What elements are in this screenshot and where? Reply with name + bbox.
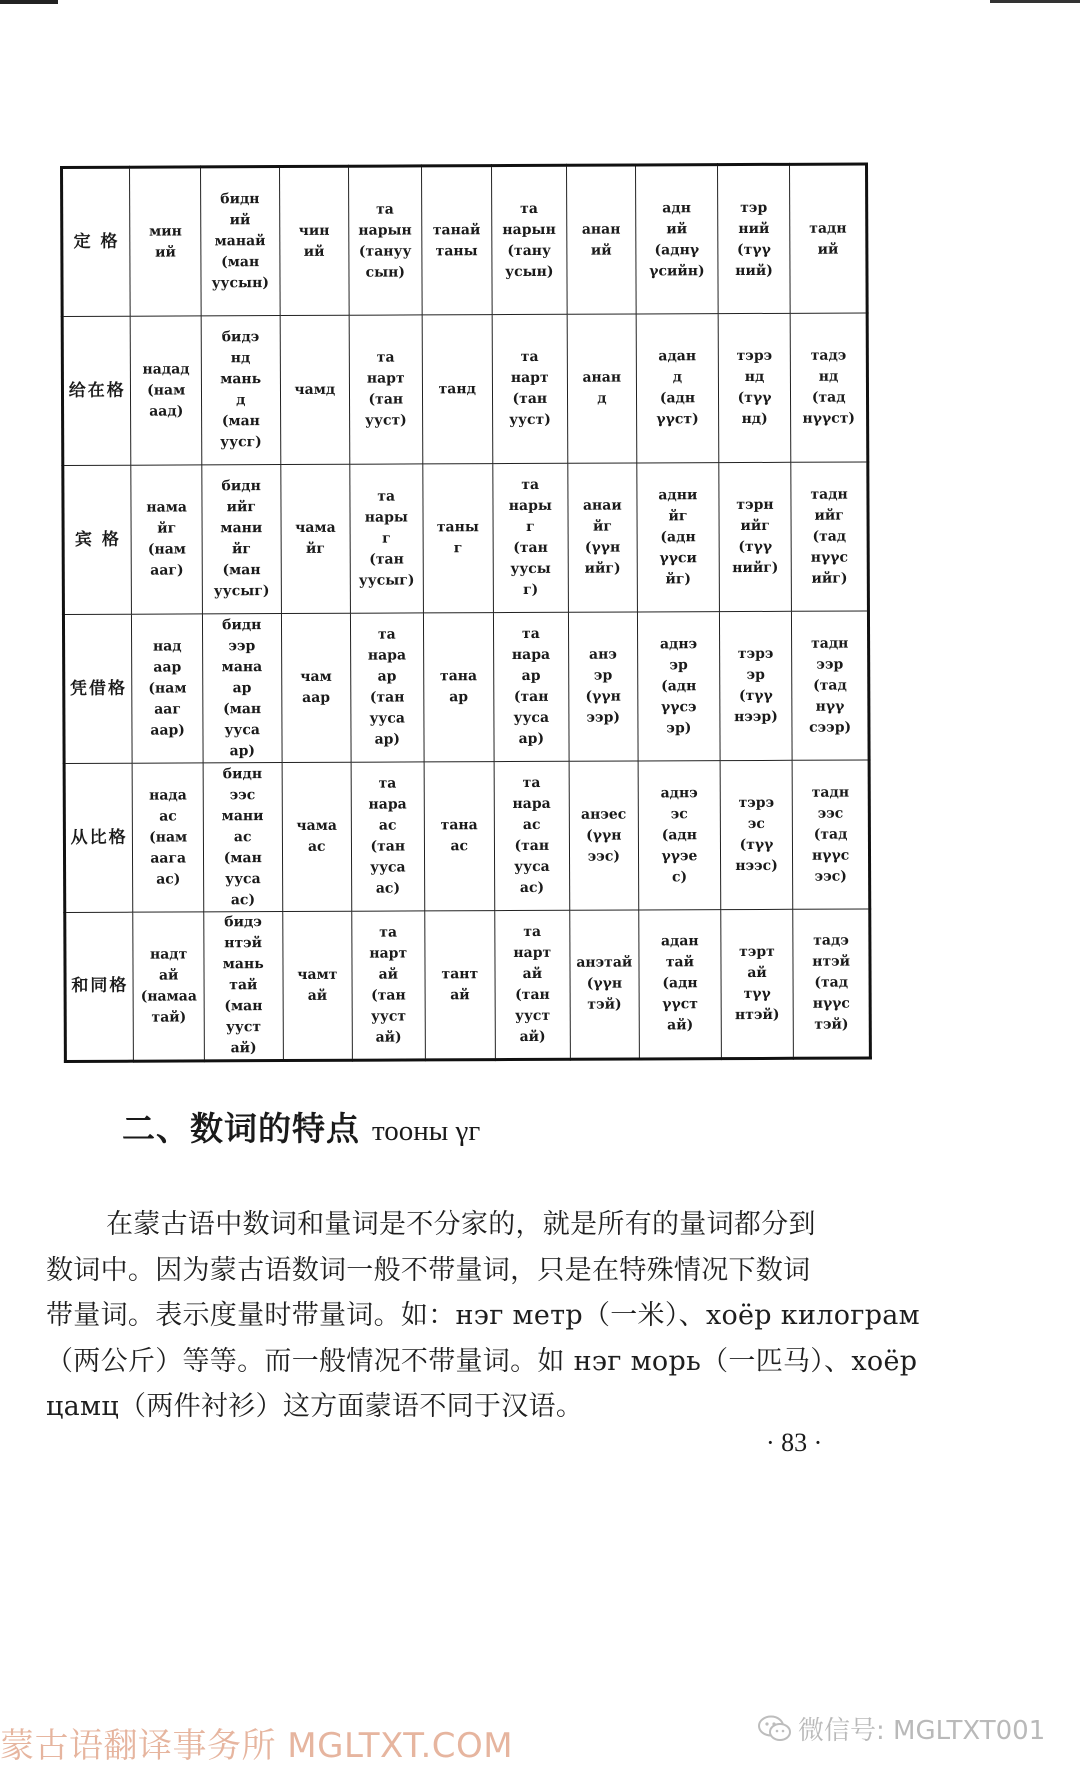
watermark-site: 蒙古语翻译事务所 MGLTXT.COM (0, 1726, 514, 1766)
pronoun-case-table (60, 162, 872, 1063)
pronoun-form-cell: бидэ нд мань д (ман уусг) (201, 316, 280, 465)
pronoun-form-cell: над aap (нам ааг aap) (132, 614, 203, 763)
pronoun-form-cell: бидн ээс мани ас (ман ууса ас) (203, 763, 282, 912)
pronoun-form-cell: адан тай (адн γγст ай) (639, 910, 721, 1059)
pronoun-form-cell: бидн ийг мани йг (ман уусыг) (202, 465, 281, 614)
section-heading-zh: 二、数词的特点 (122, 1109, 360, 1148)
scan-edge-mark (990, 0, 1080, 3)
pronoun-form-cell: надт ай (намаа тай) (133, 912, 204, 1061)
pronoun-form-cell: анэес (γγн ээс) (569, 761, 639, 910)
case-name-cell: 从比格 (64, 763, 133, 912)
pronoun-form-cell: аднэ эр (адн γγсэ эр) (638, 612, 720, 761)
pronoun-form-cell: та нары г (тан уусы г) (493, 463, 568, 612)
pronoun-form-cell: танд (422, 315, 493, 464)
pronoun-form-cell: чама йг (280, 464, 350, 613)
table-row (65, 909, 871, 1062)
case-name-cell: 定 格 (62, 167, 131, 316)
page-number: · 83 · (766, 1428, 823, 1457)
table-row (62, 313, 868, 466)
section-heading-mn: тооны γг (372, 1115, 481, 1147)
scan-edge-mark (0, 0, 58, 4)
pronoun-form-cell: тадэ нд (тад нγγст) (790, 313, 867, 462)
paragraph-line: （两公斤）等等。而一般情况不带量词。如 нэг морь（一匹马）、хоёр (46, 1345, 918, 1377)
paragraph-line: 数词中。因为蒙古语数词一般不带量词，只是在特殊情况下数词 (46, 1254, 811, 1286)
paragraph-line: цамц（两件衬衫）这方面蒙语不同于汉语。 (46, 1391, 584, 1422)
pronoun-form-cell: тэрэ нд (тγγ нд) (718, 313, 791, 462)
pronoun-form-cell: та нара ас (тан ууса ас) (494, 761, 569, 910)
pronoun-form-cell: тадн ийг (тад нγγс ийг) (791, 462, 868, 611)
pronoun-form-cell: адни йг (адн γγси йг) (637, 463, 719, 612)
pronoun-form-cell: тана ас (424, 762, 495, 911)
pronoun-form-cell: нада ас (нам аага ас) (133, 763, 204, 912)
pronoun-form-cell: таны г (422, 464, 493, 613)
pronoun-form-cell: анан ий (566, 165, 636, 314)
pronoun-form-cell: тэрэ эс (тγγ нээс) (720, 760, 793, 909)
case-name-cell: 凭借格 (63, 614, 132, 763)
pronoun-form-cell: надад (нам аад) (131, 316, 202, 465)
pronoun-form-cell: адан д (адн γγст) (636, 314, 718, 463)
pronoun-form-cell: бидн ий манай (ман уусын) (200, 167, 279, 316)
pronoun-form-cell: та нара ас (тан ууса ас) (351, 762, 424, 911)
pronoun-form-cell: та нарын (тану усын) (492, 165, 567, 314)
pronoun-form-cell: чамд (280, 315, 350, 464)
pronoun-form-cell: адн ий (аднγ γсийн) (636, 165, 718, 314)
case-name-cell: 给在格 (62, 316, 131, 465)
pronoun-form-cell: чам aap (281, 613, 351, 762)
table-body (62, 164, 871, 1062)
wechat-id-label: 微信号: MGLTXT001 (798, 1716, 1046, 1746)
body-paragraph (46, 1202, 920, 1430)
case-name-cell: 和同格 (65, 912, 134, 1061)
pronoun-form-cell: тэрэ эр (тγγ нээр) (719, 611, 792, 760)
pronoun-form-cell: та нарт (тан ууст) (492, 314, 567, 463)
pronoun-form-cell: бидн ээр мана ар (ман ууса ар) (202, 614, 281, 763)
pronoun-form-cell: анэ эр (γγн ээр) (568, 612, 638, 761)
pronoun-form-cell: тадн ий (790, 164, 867, 313)
pronoun-form-cell: та нарт ай (тан ууст ай) (352, 911, 425, 1060)
pronoun-form-cell: та нарт (тан ууст) (349, 315, 422, 464)
case-name-cell: 宾 格 (63, 465, 132, 614)
pronoun-form-cell: тадн ээр (тад нγγ сээр) (792, 611, 869, 760)
pronoun-form-cell: та нарт ай (тан ууст ай) (495, 910, 570, 1059)
pronoun-form-cell: та нары г (тан уусыг) (350, 464, 423, 613)
wechat-icon (758, 1715, 792, 1743)
section-heading (122, 1103, 480, 1150)
pronoun-form-cell: анан д (567, 314, 637, 463)
pronoun-form-cell: тадэ нтэй (тад нγγс тэй) (793, 909, 870, 1058)
pronoun-form-cell: чин ий (279, 166, 349, 315)
pronoun-form-cell: та нара ар (тан ууса ар) (350, 613, 423, 762)
pronoun-form-cell: бидэ нтэй мань тай (ман ууст ай) (204, 912, 283, 1061)
paragraph-line: 带量词。表示度量时带量词。如：нэг метр（一米）、хоёр килограм (46, 1300, 920, 1331)
table-row (62, 164, 868, 317)
table-row (64, 760, 870, 913)
pronoun-form-cell: тэрт ай тγγ нтэй) (721, 909, 794, 1058)
pronoun-form-cell: нама йг (нам ааг) (131, 465, 202, 614)
pronoun-form-cell: танай таны (421, 166, 492, 315)
watermark-wechat (758, 1710, 1045, 1747)
pronoun-form-cell: тэр ний (тγγ ний) (717, 164, 790, 313)
pronoun-form-cell: анэтай (γγн тэй) (569, 910, 639, 1059)
paragraph-line: 在蒙古语中数词和量词是不分家的，就是所有的量词都分到 (106, 1209, 816, 1240)
table-row (63, 462, 869, 615)
pronoun-form-cell: та нарын (тануу сын) (349, 166, 422, 315)
pronoun-form-cell: чама ас (282, 762, 352, 911)
pronoun-form-cell: та нара ар (тан ууса ар) (493, 612, 568, 761)
pronoun-form-cell: тана ар (423, 613, 494, 762)
pronoun-form-cell: тадн ээс (тад нγγс ээс) (792, 760, 869, 909)
pronoun-form-cell: аднэ эс (адн γγэе с) (638, 761, 720, 910)
pronoun-form-cell: тэрн ийг (тγγ нийг) (719, 462, 792, 611)
pronoun-form-cell: мин ий (130, 167, 201, 316)
pronoun-form-cell: анаи йг (γγн ийг) (567, 463, 637, 612)
pronoun-form-cell: тант ай (424, 911, 495, 1060)
pronoun-form-cell: чамт ай (282, 911, 352, 1060)
table-row (63, 611, 869, 764)
